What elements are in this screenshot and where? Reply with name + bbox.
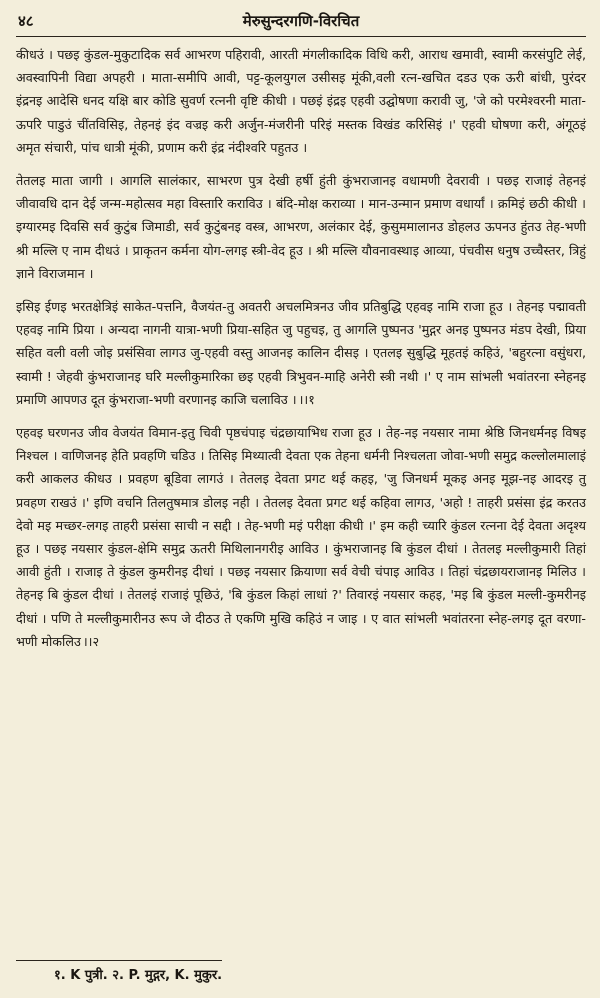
running-title: मेरुसुन्दरगणि-विरचित	[242, 12, 360, 30]
paragraph-1	[16, 43, 586, 159]
paragraph-4	[16, 421, 586, 653]
paragraph-1-text: कीधउं । पछइ कुंडल-मुकुटादिक सर्व आभरण पहिरावी, आरती मंगलीकादिक विधि करी, आराध खमावी, स्वामी करसंपुटि लेई, अवस्वापिनी विद्या अपहरी । माता-समीपि आवी, पट्ट-कूलयुगल उसीसइ मूंकी,वली रत्न-खचित दडउ एक ऊरी बांधी, पुरंदर इंद्रनइ आदेसि धनद यक्षि बार कोडि सुवर्ण रत्ननी वृष्टि कीधी । पछइं इंद्रइ एहवी उद्घोषणा करावी जु, 'जे को परमेश्वरनी माता-ऊपरि पाडुउं चींतविसिइ, तेहनइं इंद वज्रइ करी अर्जुन-मंजरीनी परिइं मस्तक विखंड करिसिइं ।' एहवी घोषणा करी, अंगूठइं अमृत संचारी, पांच धात्री मूंकी, प्रणाम करी इंद्र नंदीश्वरि पहुतउ ।	[16, 47, 586, 155]
page-header	[16, 8, 586, 37]
footnotes: १. K पुत्री. २. P. मुद्गर, K. मुकुर.	[54, 968, 223, 983]
paragraph-4-number: ।।२	[82, 633, 100, 649]
paragraph-3	[16, 295, 586, 411]
page-number: ४८	[18, 12, 34, 30]
paragraph-2-text: तेतलइ माता जागी । आगलि सालंकार, साभरण पुत्र देखी हर्षी हुंती कुंभराजानइ वधामणी देवरावी । पछइ राजाइं तेहनइं जीवावधि दान देई जन्म-महोत्सव महा विस्तारि कराविउ । बंदि-मोक्ष कराव्या । मान-उन्मान प्रमाण वधार्यां । क्रमिइं छठी कीधी । इग्यारमइ दिवसि सर्व कुटुंब जिमाडी, सर्व कुटुंबनइ वस्त्र, आभरण, अलंकार देई, कुसुममालानउ डोहलउ ऊपनउ हुंतउ तेह-भणी श्री मल्लि ए नाम दीधउं । प्राकृतन कर्मना योग-लगइ स्त्री-वेद हूउ । श्री मल्लि यौवनावस्थाइ आव्या, पंचवीस धनुष उच्चैस्तर, त्रिहुं ज्ञाने विराजमान ।	[16, 173, 586, 281]
paragraph-3-number: ।।१	[298, 391, 315, 407]
paragraph-3-text: इसिइ ईणइ भरतक्षेत्रिइं साकेत-पत्तनि, वैजयंत-तु अवतरी अचलमित्रनउ जीव प्रतिबुद्धि एहवइ नामि राजा हूउ । तेहनइ पद्मावती एहवइ नामि प्रिया । अन्यदा नागनी यात्रा-भणी प्रिया-सहित जु पहुचइ, तु आगलि पुष्पनउ 'मुद्गर अनइ पुष्पनउ मंडप देखी, प्रिया सहित वली वली जोइ प्रसंसिवा लागउ जु-एहवी वस्तु आजनइ कालिन दीसइ । एतलइ सुबुद्धि मूहतइं कहिउं, 'बहुरत्ना वसुंधरा, स्वामी ! जेहवी कुंभराजानइ घरि मल्लीकुमारिका छइ एहवी त्रिभुवन-माहि अनेरी स्त्री नथी ।' ए नाम सांभली भवांतरना स्नेहनइ प्रमाणि आपणउ दूत कुंभराजा-भणी वरणानइ काजि चलाविउ ।	[16, 299, 586, 407]
page-body	[16, 43, 586, 653]
footnote-divider	[16, 960, 222, 961]
paragraph-4-text: एहवइ घरणनउ जीव वेजयंत विमान-इतु चिवी पृष्ठचंपाइ चंद्रछायाभिध राजा हूउ । तेह-नइ नयसार नामा श्रेष्ठि जिनधर्मनइ विषइ निश्चल । वाणिजनइ हेति प्रवहणि चडिउ । तिसिइ मिथ्यात्वी देवता एक तेहना धर्मनी निश्चलता जोवा-भणी समुद्र कल्लोलमालाइं करी आकलउ कीधउ । प्रवहण बूडिवा लागउं । तेतलइ देवता प्रगट थई कहइ, 'जु जिनधर्म मूकइ अनइ मूझ-नइ आदरइ तु प्रवहण राखउं ।' इणि वचनि तिलतुषमात्र डोलइ नही । तेतलइ देवता प्रगट थई कहिवा लागउ, 'अहो ! ताहरी प्रसंसा इंद्र करतउ देवो मइ मच्छर-लगइ ताहरी प्रसंसा साची न सद्दी । तेह-भणी मइं परीक्षा कीधी ।' इम कही च्यारि कुंडल रत्नना देई देवता अदृश्य हूउ । पछइ नयसार कुंडल-क्षेमि समुद्र ऊतरी मिथिलानगरीइ आविउ । कुंभराजानइ बि कुंडल दीधां । तेतलइ मल्लीकुमारी तिहां आवी हुंती । राजाइ ते कुंडल कुमरीनइ दीधां । पछइ नयसार क्रियाणा सर्व वेची चंपाइ आविउ । तिहां चंद्रछायराजानइ मिलिउ । तेहनइ बि कुंडल दीधां । तेतलइं राजाइं पूछिउं, 'बि कुंडल किहां लाधां ?' तिवारइं नयसार कहइ, 'मइ बि कुंडल मल्ली-कुमरीनइ दीधां । पणि ते मल्लीकुमारीनउ रूप जे दीठउ ते एकणि मुखि कहिउं न जाइ । ए वात सांभली भवांतरना स्नेह-लगइ दूत वरणा-भणी मोकलिउ	[16, 425, 586, 649]
paragraph-2	[16, 169, 586, 285]
